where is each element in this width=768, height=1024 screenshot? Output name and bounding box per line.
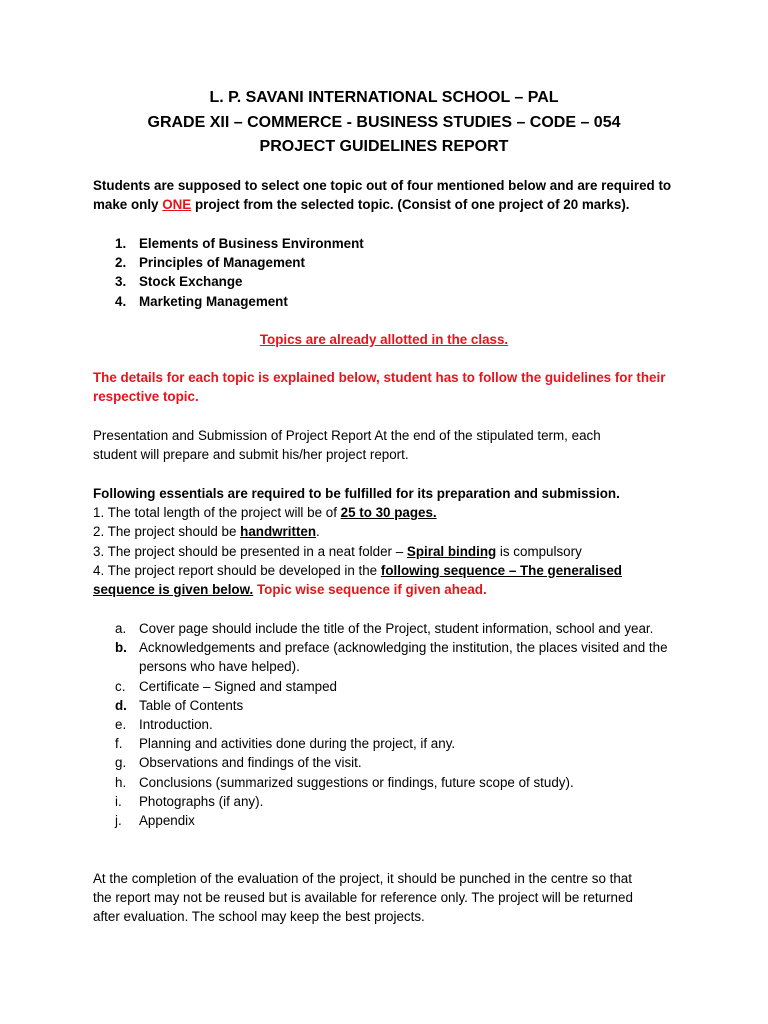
topics-allotted-note: Topics are already allotted in the class.: [259, 332, 509, 347]
topic-list: [115, 234, 364, 311]
topic-item: 3. Stock Exchange: [115, 274, 243, 290]
essential-item-3: 3. The project should be presented in a neat folder – Spiral binding is compulsory: [93, 543, 582, 559]
closing-paragraph: At the completion of the evaluation of the project, it should be punched in the centre so that the report may not be reused but is available for reference only. The project will be returned after evaluation. The school may keep the best projects.: [93, 871, 633, 925]
essential-item-4: 4. The project report should be developed in the following sequence – The generalised sequence is given below. Topic wise sequence if given ahead.: [93, 562, 622, 598]
sequence-item: f. Planning and activities done during the project, if any.: [115, 736, 456, 752]
one-emphasis: ONE: [162, 197, 192, 213]
details-note: The details for each topic is explained below, student has to follow the guidelines for their respective topic.: [93, 370, 666, 405]
sequence-item: e. Introduction.: [115, 717, 213, 733]
sequence-item: j. Appendix: [115, 813, 195, 829]
essential-item-2: 2. The project should be handwritten.: [93, 524, 320, 540]
sequence-item: d. Table of Contents: [115, 697, 244, 713]
intro-line-1: Students are supposed to select one topic out of four mentioned below and are required to: [93, 178, 672, 193]
essentials-section: [93, 484, 713, 599]
presentation-paragraph: Presentation and Submission of Project Report At the end of the stipulated term, each student will prepare and submit his/her project report.: [93, 428, 601, 463]
report-title: PROJECT GUIDELINES REPORT: [259, 138, 509, 155]
sequence-item: c. Certificate – Signed and stamped: [115, 678, 338, 694]
topic-item: 4. Marketing Management: [115, 293, 288, 309]
topic-item: 2. Principles of Management: [115, 255, 305, 271]
sequence-item: h. Conclusions (summarized suggestions or findings, future scope of study).: [115, 774, 574, 790]
topic-item: 1. Elements of Business Environment: [115, 236, 364, 251]
sequence-item: b. Acknowledgements and preface (acknowledging the institution, the places visited and the persons who have helped).: [115, 640, 668, 675]
sequence-item: g. Observations and findings of the visit.: [115, 755, 362, 771]
intro-paragraph: [93, 176, 693, 214]
intro-line-2: make only ONE project from the selected topic. (Consist of one project of 20 marks).: [93, 197, 630, 213]
essential-item-1: 1. The total length of the project will be of 25 to 30 pages.: [93, 505, 437, 521]
sequence-item: i. Photographs (if any).: [115, 793, 264, 809]
course-title: GRADE XII – COMMERCE - BUSINESS STUDIES – CODE – 054: [147, 114, 621, 131]
sequence-list: [115, 619, 675, 830]
school-name: L. P. SAVANI INTERNATIONAL SCHOOL – PAL: [209, 89, 559, 106]
essentials-heading: Following essentials are required to be fulfilled for its preparation and submission.: [93, 486, 620, 501]
sequence-item: a. Cover page should include the title of the Project, student information, school and year.: [115, 621, 654, 636]
